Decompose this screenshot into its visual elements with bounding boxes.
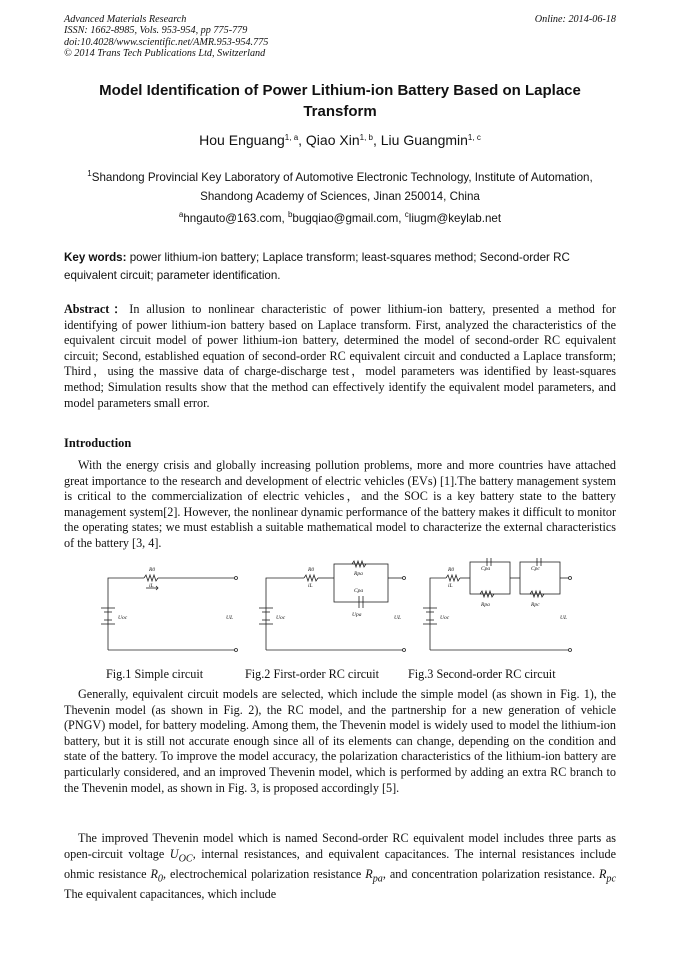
email-list bbox=[64, 212, 616, 225]
math-var: R bbox=[365, 866, 373, 881]
email-link[interactable]: liugm@keylab.net bbox=[408, 212, 502, 225]
abstract-text: In allusion to nonlinear characteristic of power lithium-ion battery, presented a method for identifying of power lithium-ion battery based on Laplace transform. First, analyzed the characteristics of the equivalent circuit model of power lithium-ion battery, determined the model of second-order RC equivalent circuit; Second, established equation of second-order RC equivalent circuit and conducted a Laplace transform; Third，using the massive data of charge-discharge test，model parameters was identified by least-squares method; Simulation results show that the method can effectively identify the equivalent model parameters, and model parameters small error. bbox=[64, 302, 616, 410]
intro-paragraph: With the energy crisis and globally increasing pollution problems, more and more countries have attached great importance to the research and development of electric vehicles (EVs) [1].The battery management system is critical to the commercialization of electric vehicles，and the SOC is a key battery state to the battery management system[2]. However, the nonlinear dynamic performance of the battery makes it difficult to monitor the operating states; we must establish a suitable mathematical model to characterize the external characteristics of the battery [3, 4]. bbox=[64, 458, 616, 550]
fig3-rpc-label: Rpc bbox=[531, 602, 540, 608]
para3-text: , internal resistances, and equivalent capacitances. The internal resistances include ohmic resistance bbox=[64, 846, 616, 881]
math-sub: pc bbox=[606, 873, 616, 885]
affiliation-sup: 1 bbox=[87, 169, 92, 178]
author-name: Liu Guangmin bbox=[380, 132, 468, 148]
keywords bbox=[64, 249, 616, 285]
math-var: R bbox=[598, 866, 607, 881]
fig3-cpc-label: Cpc bbox=[531, 566, 540, 572]
circuit-diagrams-svg bbox=[86, 556, 590, 660]
fig3-cpa-label: Cpa bbox=[481, 566, 491, 572]
fig3-il-label: iL bbox=[448, 583, 453, 589]
fig1-r0-label: R0 bbox=[149, 567, 156, 573]
email-sup: a bbox=[178, 210, 184, 219]
fig2-circuit bbox=[259, 561, 406, 652]
paper-title: Model Identification of Power Lithium-ion Battery Based on Laplace Transform bbox=[99, 82, 581, 120]
author-sup: 1, c bbox=[467, 133, 481, 142]
affiliation-text: Shandong Provincial Key Laboratory of Automotive Electronic Technology, Institute of Automation, Shandong Academy of Sciences, Jinan 250014, China bbox=[91, 171, 593, 203]
fig2-rpa-label: Rpa bbox=[354, 571, 363, 577]
email-separator: , bbox=[398, 212, 405, 225]
author-sup: 1, a bbox=[284, 133, 299, 142]
para3-text: The improved Thevenin model which is named Second-order RC equivalent model includes three parts as open-circuit voltage bbox=[64, 831, 616, 861]
para3-text: , and concentration polarization resistance. bbox=[382, 866, 599, 881]
email-sup: c bbox=[404, 210, 409, 219]
keywords-text: power lithium-ion battery; Laplace transform; least-squares method; Second-order RC equivalent circuit; parameter identification. bbox=[64, 251, 570, 282]
author-list bbox=[64, 132, 616, 148]
fig2-ul-label: UL bbox=[394, 615, 402, 621]
journal-header bbox=[64, 14, 616, 60]
math-sub: pa bbox=[372, 873, 383, 885]
fig3-ul-label: UL bbox=[560, 615, 568, 621]
email-separator: , bbox=[281, 212, 288, 225]
journal-name: Advanced Materials Research bbox=[64, 14, 187, 25]
author-name: Qiao Xin bbox=[305, 132, 360, 148]
issn-line: ISSN: 1662-8985, Vols. 953-954, pp 775-779 bbox=[64, 25, 248, 37]
fig3-caption: Fig.3 Second-order RC circuit bbox=[408, 667, 556, 681]
online-date: Online: 2014-06-18 bbox=[534, 14, 616, 25]
math-sub: 0 bbox=[157, 873, 163, 885]
body-paragraph-2: Generally, equivalent circuit models are selected, which include the simple model (as shown in Fig. 1), the Thevenin model (as shown in Fig. 2), the RC model, and the partnership for a new generation of vehicle (PNGV) model, for battery modeling. Among them, the Thevenin model is widely used to model the lithium-ion battery, but it is still not accurate enough since all of its elements can change, depending on the condition and state of the battery. To improve the model accuracy, the polarization characteristics of the lithium-ion battery are particularly considered, and an improved Thevenin model, which is performed by adding an extra RC branch to the Thevenin model, as shown in Fig. 3, is proposed accordingly [5]. bbox=[64, 687, 616, 795]
fig2-r0-label: R0 bbox=[308, 567, 315, 573]
doi-line: doi:10.4028/www.scientific.net/AMR.953-954.775 bbox=[64, 36, 269, 48]
fig3-uoc-label: Uoc bbox=[440, 615, 450, 621]
math-var: U bbox=[169, 846, 179, 861]
fig1-circuit bbox=[101, 575, 238, 652]
fig2-il-label: iL bbox=[308, 583, 313, 589]
fig1-ul-label: UL bbox=[226, 615, 234, 621]
abstract-label: Abstract： bbox=[64, 302, 130, 316]
email-link[interactable]: hngauto@163.com bbox=[183, 212, 282, 225]
fig2-upa-label: Upa bbox=[352, 612, 362, 618]
affiliation bbox=[64, 168, 616, 206]
author-separator: , bbox=[298, 132, 306, 148]
body-paragraph-3 bbox=[64, 831, 616, 902]
author-separator: , bbox=[372, 132, 381, 148]
math-var: R bbox=[150, 866, 158, 881]
fig3-rpa-label: Rpa bbox=[481, 602, 490, 608]
section-heading-introduction: Introduction bbox=[64, 436, 132, 450]
fig3-r0-label: R0 bbox=[448, 567, 455, 573]
fig1-il-label: iL bbox=[149, 583, 154, 589]
copyright-line: © 2014 Trans Tech Publications Ltd, Switzerland bbox=[64, 48, 266, 60]
email-sup: b bbox=[287, 210, 293, 219]
para3-text: , electrochemical polarization resistance bbox=[162, 866, 366, 881]
para3-text: The equivalent capacitances, which include bbox=[64, 886, 277, 901]
circuit-figures bbox=[86, 556, 590, 660]
fig3-circuit bbox=[423, 558, 572, 652]
email-link[interactable]: bugqiao@gmail.com bbox=[292, 212, 399, 225]
fig2-caption: Fig.2 First-order RC circuit bbox=[245, 667, 380, 681]
fig2-uoc-label: Uoc bbox=[276, 615, 286, 621]
keywords-label: Key words: bbox=[64, 251, 127, 264]
math-sub: OC bbox=[178, 853, 193, 865]
fig1-caption: Fig.1 Simple circuit bbox=[106, 667, 204, 681]
author-sup: 1, b bbox=[359, 133, 373, 142]
fig2-cpa-label: Cpa bbox=[354, 588, 364, 594]
author-name: Hou Enguang bbox=[199, 132, 285, 148]
fig1-uoc-label: Uoc bbox=[118, 615, 128, 621]
abstract bbox=[64, 302, 616, 411]
